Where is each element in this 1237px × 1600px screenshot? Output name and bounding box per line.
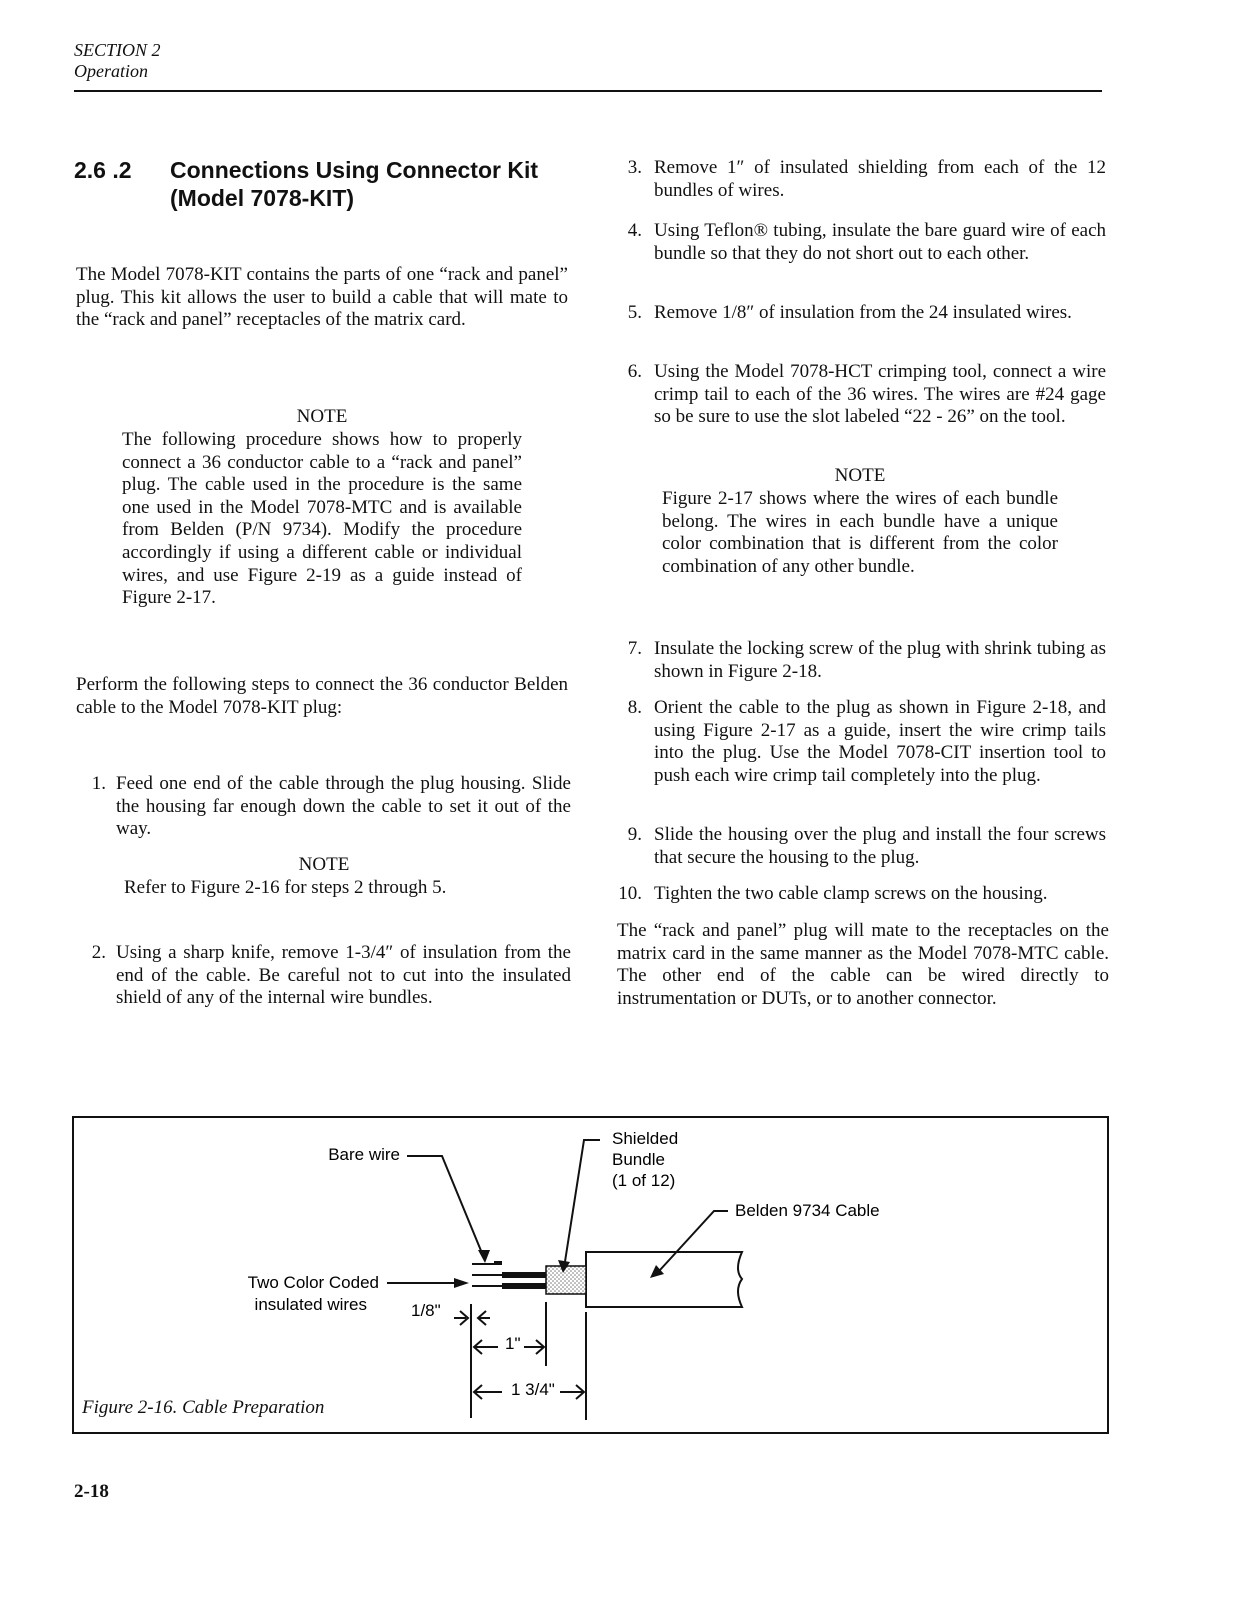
step-4-number: 4. <box>627 220 642 241</box>
perform-paragraph: Perform the following steps to connect the 36 conductor Belden cable to the Model 7078-KIT plug: <box>76 674 568 718</box>
bare-wire-leader <box>407 1156 484 1258</box>
label-shielded-3: (1 of 12) <box>612 1171 676 1190</box>
insulated-wire-2 <box>502 1283 546 1289</box>
section-title-line1: Connections Using Connector Kit <box>170 157 538 183</box>
step-5-number: 5. <box>627 302 642 323</box>
step-5 <box>614 302 1108 348</box>
step-9 <box>614 824 1108 870</box>
label-belden-cable: Belden 9734 Cable <box>735 1201 880 1220</box>
header-subsection: Operation <box>74 61 148 81</box>
bare-wire-arrow <box>478 1250 490 1263</box>
step-10-text: Tighten the two cable clamp screws on the housing. <box>654 883 1048 904</box>
shielded-bundle <box>546 1266 586 1294</box>
step-10-number: 10. <box>618 883 642 904</box>
two-color-arrow <box>454 1278 469 1288</box>
step-6 <box>614 361 1108 453</box>
step-1-number: 1. <box>91 773 106 794</box>
note1-heading: NOTE <box>296 406 348 427</box>
note1-text: The following procedure shows how to properly connect a 36 conductor cable to a “rack and panel” plug. The cable used in the procedure is the same one used in the Model 7078-MTC and is available from Belden (P/N 9734). Modify the procedure accordingly if using a different cable or individual wires, and use Figure 2-19 as a guide instead of Figure 2-17. <box>122 429 522 609</box>
note3-text: Figure 2-17 shows where the wires of each bundle belong. The wires in each bundle have a unique color combination that is different from the color combination of any other bundle. <box>662 488 1058 577</box>
note3-heading: NOTE <box>834 465 886 486</box>
section-title-line2: (Model 7078-KIT) <box>170 185 355 211</box>
step-7 <box>614 638 1108 684</box>
step-3 <box>614 157 1108 203</box>
step-9-text: Slide the housing over the plug and install the four screws that secure the housing to the plug. <box>654 824 1106 868</box>
step-8-text: Orient the cable to the plug as shown in Figure 2-18, and using Figure 2-17 as a guide, insert the wire crimp tails into the plug. Use the Model 7078-CIT insertion tool to push each wire crimp tail completely into the plug. <box>654 697 1106 786</box>
label-shielded-2: Bundle <box>612 1150 665 1169</box>
cable-diagram <box>74 1118 1111 1436</box>
page-number: 2-18 <box>74 1481 109 1502</box>
cable-jacket <box>586 1252 742 1307</box>
step-5-text: Remove 1/8″ of insulation from the 24 insulated wires. <box>654 302 1072 323</box>
label-bare-wire: Bare wire <box>328 1145 400 1164</box>
step-6-text: Using the Model 7078-HCT crimping tool, connect a wire crimp tail to each of the 36 wires. The wires are #24 gage so be sure to use the slot labeled “22 - 26” on the tool. <box>654 361 1106 428</box>
step-4 <box>614 220 1108 290</box>
step-10 <box>614 883 1108 907</box>
label-two-color-1: Two Color Coded <box>247 1273 379 1292</box>
note2-heading: NOTE <box>298 854 350 875</box>
figure-caption: Figure 2-16. Cable Preparation <box>82 1397 325 1418</box>
step-7-number: 7. <box>627 638 642 659</box>
step-9-number: 9. <box>627 824 642 845</box>
step-6-number: 6. <box>627 361 642 382</box>
step-7-text: Insulate the locking screw of the plug with shrink tubing as shown in Figure 2-18. <box>654 638 1106 682</box>
dim-eighth-label: 1/8" <box>411 1301 441 1320</box>
step-3-text: Remove 1″ of insulated shielding from each of the 12 bundles of wires. <box>654 157 1106 201</box>
section-number: 2.6 .2 <box>74 157 132 183</box>
header-rule <box>74 90 1102 92</box>
step-3-number: 3. <box>627 157 642 178</box>
step-1 <box>78 773 572 843</box>
step-2-number: 2. <box>91 942 106 963</box>
closing-paragraph: The “rack and panel” plug will mate to the receptacles on the matrix card in the same manner as the Model 7078-MTC cable. The other end of the cable can be wired directly to instrumentation or DUTs, or to another connector. <box>617 920 1109 1009</box>
step-1-text: Feed one end of the cable through the plug housing. Slide the housing far enough down the cable to set it out of the way. <box>116 773 571 840</box>
dim-three-quarter-label: 1 3/4" <box>511 1380 555 1399</box>
step-8-number: 8. <box>627 697 642 718</box>
insulated-wire-1 <box>502 1272 546 1278</box>
header-section: SECTION 2 <box>74 40 161 60</box>
step-4-text: Using Teflon® tubing, insulate the bare guard wire of each bundle so that they do not short out to each other. <box>654 220 1106 264</box>
label-two-color-2: insulated wires <box>254 1295 367 1314</box>
note2-text: Refer to Figure 2-16 for steps 2 through 5. <box>124 877 447 898</box>
step-2 <box>78 942 572 1034</box>
intro-paragraph: The Model 7078-KIT contains the parts of one “rack and panel” plug. This kit allows the user to build a cable that will mate to the “rack and panel” receptacles of the matrix card. <box>76 264 568 331</box>
shielded-leader <box>564 1140 600 1268</box>
figure-cable-preparation <box>72 1116 1109 1434</box>
running-header <box>74 40 161 82</box>
step-2-text: Using a sharp knife, remove 1-3/4″ of insulation from the end of the cable. Be careful not to cut into the insulated shield of any of the internal wire bundles. <box>116 942 571 1009</box>
dim-one-label: 1" <box>505 1334 521 1353</box>
label-shielded-1: Shielded <box>612 1129 679 1148</box>
step-8 <box>614 697 1108 813</box>
